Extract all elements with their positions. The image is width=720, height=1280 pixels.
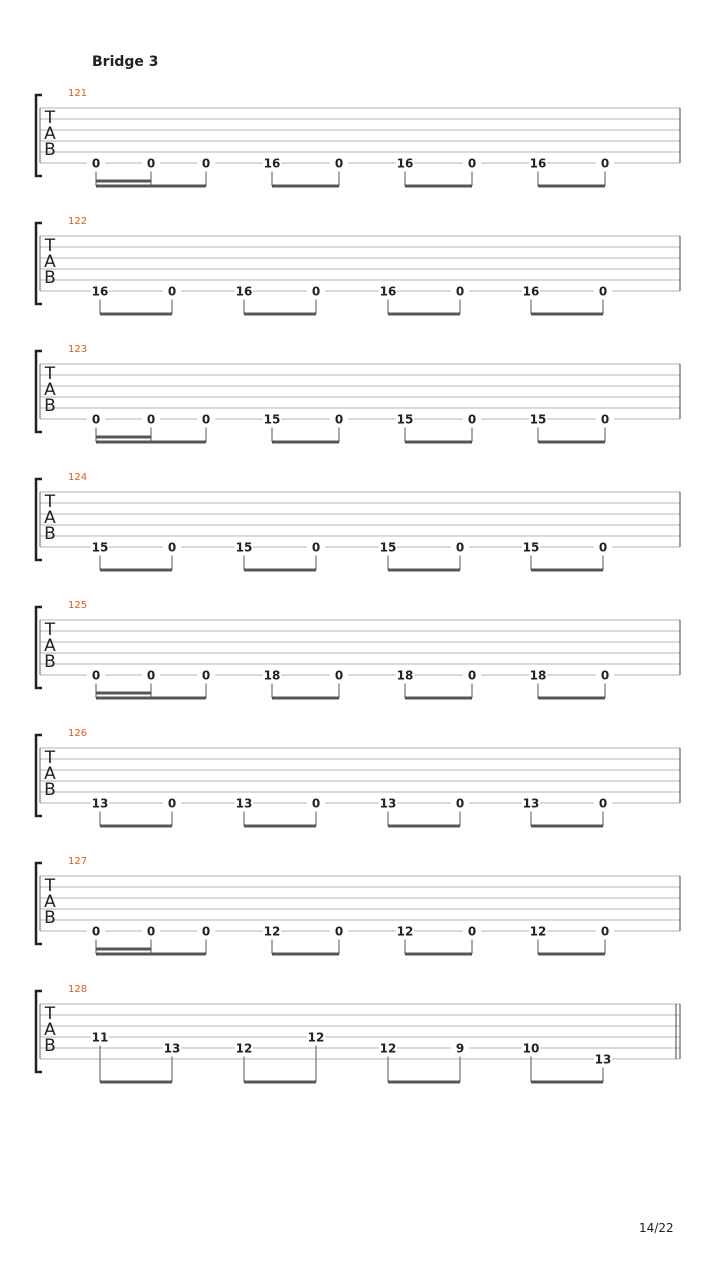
fret-number: 0 (201, 924, 211, 939)
fret-number: 0 (91, 412, 101, 427)
fret-number: 0 (91, 668, 101, 683)
fret-number: 0 (91, 156, 101, 171)
fret-number: 15 (396, 412, 414, 427)
fret-number: 15 (263, 412, 281, 427)
tab-clef-letter: A (44, 508, 56, 528)
fret-number: 0 (598, 796, 608, 811)
fret-number: 0 (311, 284, 321, 299)
fret-number: 16 (235, 284, 253, 299)
fret-number: 0 (334, 924, 344, 939)
fret-number: 0 (600, 924, 610, 939)
tab-clef-letter: A (44, 764, 56, 784)
tab-clef-letter: T (44, 364, 56, 384)
tab-clef-letter: B (44, 908, 56, 928)
fret-number: 16 (529, 156, 547, 171)
tab-clef-letter: T (44, 108, 56, 128)
page-number: 14/22 (639, 1221, 674, 1235)
fret-number: 0 (146, 156, 156, 171)
fret-number: 0 (146, 924, 156, 939)
system-bracket (36, 991, 42, 1072)
measure-number: 128 (68, 984, 88, 995)
fret-number: 13 (235, 796, 253, 811)
system-bracket (36, 607, 42, 688)
system-bracket (36, 223, 42, 304)
fret-number: 0 (334, 668, 344, 683)
tab-clef-letter: T (44, 1004, 56, 1024)
system-bracket (36, 479, 42, 560)
fret-number: 0 (311, 796, 321, 811)
system-bracket (36, 863, 42, 944)
fret-number: 12 (307, 1030, 325, 1045)
fret-number: 0 (334, 156, 344, 171)
tab-clef-letter: T (44, 236, 56, 256)
tab-clef-letter: A (44, 1020, 56, 1040)
fret-number: 15 (235, 540, 253, 555)
fret-number: 15 (522, 540, 540, 555)
fret-number: 0 (455, 796, 465, 811)
fret-number: 0 (467, 924, 477, 939)
tab-clef-letter: B (44, 140, 56, 160)
fret-number: 13 (594, 1052, 612, 1067)
measure-number: 121 (68, 88, 88, 99)
measure-number: 122 (68, 216, 88, 227)
tab-clef-letter: B (44, 652, 56, 672)
fret-number: 0 (455, 540, 465, 555)
fret-number: 12 (263, 924, 281, 939)
measure-number: 123 (68, 344, 88, 355)
fret-number: 12 (529, 924, 547, 939)
tab-clef-letter: T (44, 620, 56, 640)
tab-clef-letter: T (44, 748, 56, 768)
fret-number: 0 (455, 284, 465, 299)
system-bracket (36, 95, 42, 176)
tab-clef-letter: B (44, 396, 56, 416)
fret-number: 12 (235, 1041, 253, 1056)
tab-clef-letter: A (44, 380, 56, 400)
fret-number: 12 (396, 924, 414, 939)
fret-number: 0 (598, 540, 608, 555)
fret-number: 18 (529, 668, 547, 683)
fret-number: 11 (91, 1030, 109, 1045)
tab-clef-letter: B (44, 268, 56, 288)
fret-number: 0 (600, 668, 610, 683)
fret-number: 0 (467, 156, 477, 171)
fret-number: 0 (146, 412, 156, 427)
fret-number: 15 (379, 540, 397, 555)
section-title: Bridge 3 (92, 54, 159, 70)
fret-number: 0 (201, 412, 211, 427)
measure-number: 125 (68, 600, 88, 611)
fret-number: 18 (263, 668, 281, 683)
tab-clef-letter: T (44, 876, 56, 896)
tab-clef-letter: B (44, 1036, 56, 1056)
tab-clef-letter: B (44, 780, 56, 800)
fret-number: 0 (201, 668, 211, 683)
fret-number: 0 (201, 156, 211, 171)
measure-number: 126 (68, 728, 88, 739)
tab-clef-letter: B (44, 524, 56, 544)
fret-number: 0 (91, 924, 101, 939)
fret-number: 0 (311, 540, 321, 555)
tab-clef-letter: T (44, 492, 56, 512)
fret-number: 9 (455, 1041, 465, 1056)
fret-number: 18 (396, 668, 414, 683)
fret-number: 0 (467, 412, 477, 427)
measure-number: 124 (68, 472, 88, 483)
fret-number: 16 (263, 156, 281, 171)
fret-number: 13 (379, 796, 397, 811)
fret-number: 0 (167, 540, 177, 555)
tab-clef-letter: A (44, 124, 56, 144)
fret-number: 0 (600, 412, 610, 427)
fret-number: 13 (522, 796, 540, 811)
fret-number: 15 (529, 412, 547, 427)
fret-number: 13 (91, 796, 109, 811)
tab-clef-letter: A (44, 252, 56, 272)
fret-number: 0 (467, 668, 477, 683)
fret-number: 0 (146, 668, 156, 683)
system-bracket (36, 351, 42, 432)
fret-number: 16 (396, 156, 414, 171)
fret-number: 0 (167, 796, 177, 811)
fret-number: 13 (163, 1041, 181, 1056)
fret-number: 15 (91, 540, 109, 555)
tab-clef-letter: A (44, 892, 56, 912)
fret-number: 10 (522, 1041, 540, 1056)
fret-number: 16 (522, 284, 540, 299)
fret-number: 16 (379, 284, 397, 299)
measure-number: 127 (68, 856, 88, 867)
tab-clef-letter: A (44, 636, 56, 656)
system-bracket (36, 735, 42, 816)
fret-number: 16 (91, 284, 109, 299)
fret-number: 0 (167, 284, 177, 299)
fret-number: 0 (598, 284, 608, 299)
fret-number: 12 (379, 1041, 397, 1056)
fret-number: 0 (334, 412, 344, 427)
fret-number: 0 (600, 156, 610, 171)
